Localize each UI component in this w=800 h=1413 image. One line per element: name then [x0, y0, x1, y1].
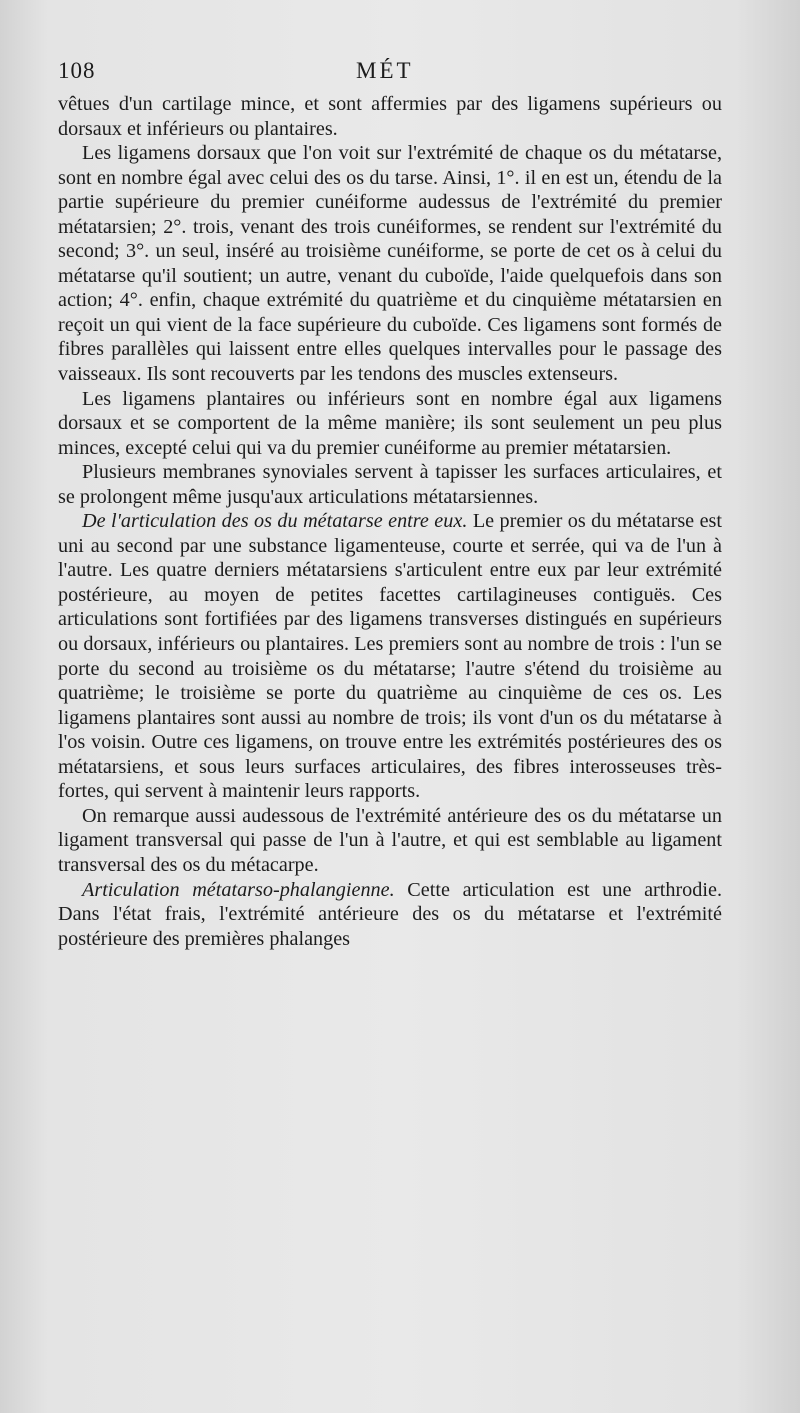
- paragraph-text: Les ligamens dorsaux que l'on voit sur l'extrémité de chaque os du métatarse, sont en nombre égal avec celui des os du tarse. Ainsi, 1°. il en est un, étendu de la partie supérieure du premier cunéiforme audessus de l'extrémité du premier métatarsien; 2°. trois, venant des trois cunéiformes, se rendent sur l'extrémité du second; 3°. un seul, inséré au troisième cunéiforme, se porte de cet os à celui du métatarse qu'il soutient; un autre, venant du cuboïde, l'aide quelquefois dans son action; 4°. enfin, chaque extrémité du quatrième et du cinquième métatarsien en reçoit un qui vient de la face supérieure du cuboïde. Ces ligamens sont formés de fibres parallèles qui laissent entre elles quelques intervalles pour le passage des vaisseaux. Ils sont recouverts par les tendons des muscles extenseurs.: [58, 142, 722, 386]
- paragraph-text: vêtues d'un cartilage mince, et sont affermies par des ligamens supérieurs ou dorsaux et inférieurs ou plantaires.: [58, 93, 722, 140]
- section-heading: Articulation métatarso-phalangienne.: [82, 878, 395, 901]
- paragraph-text: Les ligamens plantaires ou inférieurs sont en nombre égal aux ligamens dorsaux et se comportent de la même manière; ils sont seulement un peu plus minces, excepté celui qui va du premier cunéiforme au premier métatarsien.: [58, 387, 722, 459]
- running-head: MÉT: [356, 58, 414, 83]
- section-heading: De l'articulation des os du métatarse entre eux.: [82, 510, 468, 533]
- page-header: [58, 58, 726, 88]
- paragraph: [58, 509, 722, 804]
- page-number: 108: [58, 58, 96, 83]
- paragraph: [58, 804, 722, 878]
- paragraph: [58, 460, 722, 509]
- body-text: [58, 92, 722, 951]
- paragraph-text: Cette articulation est une arthrodie. Dans l'état frais, l'extrémité antérieure des os du métatarse et l'extrémité postérieure des premières phalanges: [58, 878, 722, 950]
- paragraph: [58, 387, 722, 461]
- paragraph: [58, 141, 722, 386]
- paragraph-text: Le premier os du métatarse est uni au second par une substance ligamenteuse, courte et serrée, qui va de l'un à l'autre. Les quatre derniers métatarsiens s'articulent entre eux par leur extrémité postérieure, au moyen de petites facettes cartilagineuses contiguës. Ces articulations sont fortifiées par des ligamens transverses distingués en supérieurs ou dorsaux, inférieurs ou plantaires. Les premiers sont au nombre de trois : l'un se porte du second au troisième os du métatarse; l'autre s'étend du troisième au quatrième; le troisième se porte du quatrième au cinquième de ces os. Les ligamens plantaires sont aussi au nombre de trois; ils vont d'un os du métatarse à l'os voisin. Outre ces ligamens, on trouve entre les extrémités postérieures des os métatarsiens, et sous leurs surfaces articulaires, des fibres interosseuses très-fortes, qui servent à maintenir leurs rapports.: [58, 510, 723, 803]
- paragraph: [58, 92, 722, 141]
- paragraph: [58, 878, 722, 952]
- paragraph-text: On remarque aussi audessous de l'extrémité antérieure des os du métatarse un ligament transversal qui passe de l'un à l'autre, et qui est semblable au ligament transversal des os du métacarpe.: [58, 804, 722, 876]
- paragraph-text: Plusieurs membranes synoviales servent à tapisser les surfaces articulaires, et se prolongent même jusqu'aux articulations métatarsiennes.: [58, 461, 722, 508]
